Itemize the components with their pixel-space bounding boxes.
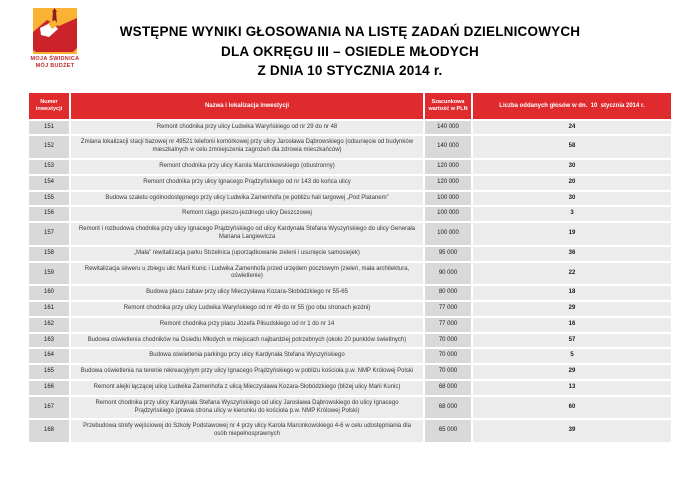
table-row <box>29 302 671 316</box>
cell-investment-name: Remont chodnika przy ulicy Karola Marcinkowskiego (obustronny) <box>71 160 423 174</box>
cell-investment-number: 167 <box>29 397 69 419</box>
table-header <box>29 93 671 119</box>
table-row <box>29 160 671 174</box>
title-line1: WSTĘPNE WYNIKI GŁOSOWANIA NA LISTĘ ZADAŃ DZIELNICOWYCH <box>119 24 581 39</box>
cell-investment-name: Budowa oświetlenia na terenie rekreacyjnym przy ulicy Ignacego Prądzyńskiego w pobliżu kościoła p.w. NMP Królowej Polski <box>71 365 423 379</box>
cell-votes-count: 29 <box>473 365 671 379</box>
cell-estimated-value: 70 000 <box>425 334 471 348</box>
cell-investment-number: 159 <box>29 263 69 285</box>
cell-investment-number: 153 <box>29 160 69 174</box>
cell-votes-count: 60 <box>473 397 671 419</box>
table-row <box>29 365 671 379</box>
cell-votes-count: 30 <box>473 160 671 174</box>
cell-investment-number: 162 <box>29 318 69 332</box>
cell-investment-name: Budowa placu zabaw przy ulicy Mieczysława Kozara-Słobódzkiego nr 55-65 <box>71 286 423 300</box>
cell-votes-count: 39 <box>473 420 671 442</box>
logo-text-line2: MÓJ BUDŻET <box>35 62 75 69</box>
logo-text <box>24 56 86 70</box>
table-row <box>29 286 671 300</box>
header-votes: Liczba oddanych głosów w dn. 10 stycznia 2014 r. <box>473 93 671 119</box>
cell-votes-count: 57 <box>473 334 671 348</box>
header-name: Nazwa i lokalizacja inwestycji <box>71 93 423 119</box>
header-number: Numer inwestycji <box>29 93 69 119</box>
cell-investment-number: 168 <box>29 420 69 442</box>
table-row <box>29 420 671 442</box>
cell-investment-number: 163 <box>29 334 69 348</box>
cell-votes-count: 13 <box>473 381 671 395</box>
cell-estimated-value: 140 000 <box>425 136 471 158</box>
table-row <box>29 136 671 158</box>
ballot-box-logo-icon <box>33 8 77 54</box>
results-table <box>27 91 673 444</box>
cell-estimated-value: 140 000 <box>425 121 471 135</box>
cell-investment-number: 164 <box>29 349 69 363</box>
cell-estimated-value: 100 000 <box>425 192 471 206</box>
table-row <box>29 397 671 419</box>
table-row <box>29 176 671 190</box>
cell-votes-count: 18 <box>473 286 671 300</box>
cell-estimated-value: 80 000 <box>425 286 471 300</box>
table-row <box>29 263 671 285</box>
cell-investment-name: „Mała” rewitalizacja parku Strzelnica (uporządkowanie zieleni i usunięcie samosiejek) <box>71 247 423 261</box>
table-row <box>29 247 671 261</box>
cell-estimated-value: 100 000 <box>425 207 471 221</box>
cell-investment-number: 151 <box>29 121 69 135</box>
cell-investment-number: 156 <box>29 207 69 221</box>
cell-investment-number: 152 <box>29 136 69 158</box>
cell-estimated-value: 68 000 <box>425 397 471 419</box>
cell-estimated-value: 120 000 <box>425 176 471 190</box>
cell-investment-number: 165 <box>29 365 69 379</box>
cell-estimated-value: 120 000 <box>425 160 471 174</box>
header-value: Szacunkowa wartość w PLN <box>425 93 471 119</box>
table-row <box>29 318 671 332</box>
cell-investment-name: Budowa oświetlenia chodników na Osiedlu Młodych w miejscach najbardziej potrzebnych (około 20 punktów świetlnych) <box>71 334 423 348</box>
cell-investment-name: Remont chodnika przy ulicy Kardynała Stefana Wyszyńskiego od ulicy Jarosława Dąbrowskiego do ulicy Ignacego Prądzyńskiego (prawa strona ulicy w kierunku do kościoła p.w. NMP Królowej Polski) <box>71 397 423 419</box>
cell-investment-name: Budowa oświetlenia parkingu przy ulicy Kardynała Stefana Wyszyńskiego <box>71 349 423 363</box>
cell-estimated-value: 70 000 <box>425 349 471 363</box>
cell-investment-name: Zmiana lokalizacji stacji bazowej nr 49521 telefonii komórkowej przy ulicy Jarosława Dąbrowskiego (odsunięcie od budynków mieszkalnych w celu zmniejszenia zagrożeń dla zdrowia mieszkańców) <box>71 136 423 158</box>
cell-investment-number: 160 <box>29 286 69 300</box>
cell-investment-number: 154 <box>29 176 69 190</box>
table-row <box>29 207 671 221</box>
cell-investment-name: Remont i rozbudowa chodnika przy ulicy Ignacego Prądzyńskiego od ulicy Kardynała Stefana Wyszyńskiego do ulicy Generała Mariana Langiewicza <box>71 223 423 245</box>
cell-estimated-value: 70 000 <box>425 365 471 379</box>
table-row <box>29 223 671 245</box>
cell-investment-number: 158 <box>29 247 69 261</box>
cell-votes-count: 24 <box>473 121 671 135</box>
cell-investment-number: 161 <box>29 302 69 316</box>
table-row <box>29 334 671 348</box>
cell-votes-count: 36 <box>473 247 671 261</box>
logo-text-line1: MOJA ŚWIDNICA <box>30 56 80 62</box>
logo <box>24 8 86 70</box>
header-row <box>29 93 671 119</box>
cell-investment-name: Remont chodnika przy placu Józefa Piłsudskiego od nr 1 do nr 14 <box>71 318 423 332</box>
cell-estimated-value: 77 000 <box>425 318 471 332</box>
cell-investment-name: Remont chodnika przy ulicy Ludwika Waryńskiego od nr 29 do nr 48 <box>71 121 423 135</box>
table-row <box>29 381 671 395</box>
table-row <box>29 192 671 206</box>
cell-votes-count: 20 <box>473 176 671 190</box>
cell-investment-name: Przebudowa strefy wejściowej do Szkoły Podstawowej nr 4 przy ulicy Karola Marcinkowskiego 4-6 w celu udostępniania dla osób niepełnosprawnych <box>71 420 423 442</box>
cell-investment-name: Remont chodnika przy ulicy Ignacego Prądzyńskiego od nr 143 do końca ulicy <box>71 176 423 190</box>
cell-investment-number: 157 <box>29 223 69 245</box>
cell-investment-name: Remont chodnika przy ulicy Ludwika Waryńskiego od nr 49 do nr 55 (po obu stronach jezdni) <box>71 302 423 316</box>
cell-votes-count: 29 <box>473 302 671 316</box>
cell-votes-count: 58 <box>473 136 671 158</box>
title-line3: Z DNIA 10 STYCZNIA 2014 r. <box>257 63 443 79</box>
cell-votes-count: 3 <box>473 207 671 221</box>
cell-investment-name: Remont ciągu pieszo-jezdnego ulicy Deszczowej <box>71 207 423 221</box>
cell-votes-count: 5 <box>473 349 671 363</box>
cell-votes-count: 30 <box>473 192 671 206</box>
table-row <box>29 349 671 363</box>
cell-estimated-value: 77 000 <box>425 302 471 316</box>
title-line2: DLA OKRĘGU III – OSIEDLE MŁODYCH <box>221 43 479 59</box>
cell-estimated-value: 95 000 <box>425 247 471 261</box>
cell-estimated-value: 90 000 <box>425 263 471 285</box>
table-body <box>29 121 671 442</box>
cell-votes-count: 22 <box>473 263 671 285</box>
cell-investment-number: 155 <box>29 192 69 206</box>
cell-investment-name: Rewitalizacja skweru u zbiegu ulic Marii Kunic i Ludwika Zamenhofa przed urzędem pocztowym (zieleń, mała architektura, oświetlenie) <box>71 263 423 285</box>
cell-investment-name: Remont alejki łączącej ulicę Ludwika Zamenhofa z ulicą Mieczysława Kozara-Słobódzkiego (bliżej ulicy Marii Kunic) <box>71 381 423 395</box>
cell-estimated-value: 65 000 <box>425 420 471 442</box>
table-row <box>29 121 671 135</box>
cell-votes-count: 19 <box>473 223 671 245</box>
page-title <box>0 0 700 81</box>
cell-investment-number: 166 <box>29 381 69 395</box>
cell-estimated-value: 100 000 <box>425 223 471 245</box>
cell-estimated-value: 68 000 <box>425 381 471 395</box>
cell-investment-name: Budowa szaletu ogólnodostępnego przy ulicy Ludwika Zamenhofa (w pobliżu hali targowej „Pod Platanem” <box>71 192 423 206</box>
cell-votes-count: 16 <box>473 318 671 332</box>
